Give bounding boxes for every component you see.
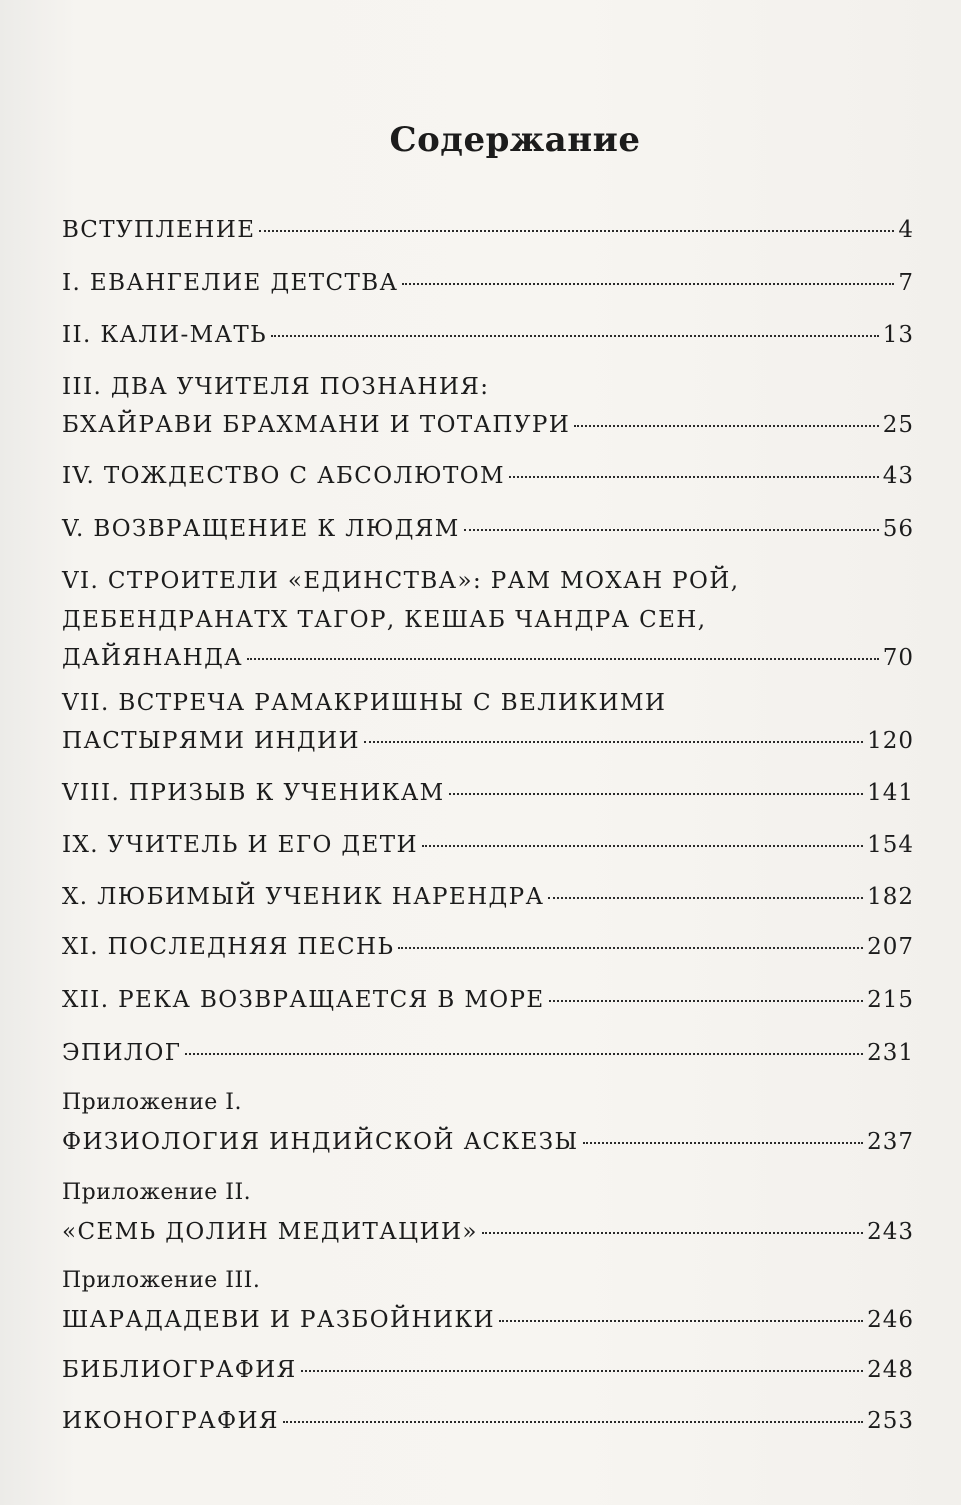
appendix-prefix: Приложение II.	[62, 1180, 252, 1205]
toc-entry	[62, 215, 914, 245]
page-number: 43	[882, 463, 914, 489]
toc-entry	[62, 688, 914, 756]
page-number: 215	[867, 987, 914, 1013]
entry-label: ЭПИЛОГ	[62, 1040, 182, 1066]
dot-leader	[364, 741, 863, 743]
dot-leader	[247, 658, 879, 660]
dot-leader	[583, 1142, 864, 1144]
entry-label: XI. ПОСЛЕДНЯЯ ПЕСНЬ	[62, 934, 395, 960]
appendix-prefix: Приложение I.	[62, 1090, 242, 1115]
entry-line: VI. СТРОИТЕЛИ «ЕДИНСТВА»: РАМ МОХАН РОЙ,	[62, 568, 740, 594]
dot-leader	[283, 1421, 863, 1423]
dot-leader	[482, 1232, 863, 1234]
page-number: 253	[867, 1408, 914, 1434]
toc-entry	[62, 461, 914, 491]
page-number: 70	[882, 645, 914, 671]
page-number: 154	[867, 832, 914, 858]
page-number: 7	[898, 270, 914, 296]
dot-leader	[185, 1053, 863, 1055]
toc-entry	[62, 1355, 914, 1385]
dot-leader	[509, 476, 879, 478]
dot-leader	[574, 425, 879, 427]
entry-label: ШАРАДАДЕВИ И РАЗБОЙНИКИ	[62, 1307, 496, 1333]
dot-leader	[499, 1320, 863, 1322]
entry-label: X. ЛЮБИМЫЙ УЧЕНИК НАРЕНДРА	[62, 884, 545, 910]
dot-leader	[402, 283, 894, 285]
page-number: 141	[867, 780, 914, 806]
toc-entry	[62, 778, 914, 808]
page-title: Содержание	[389, 120, 641, 160]
dot-leader	[464, 529, 879, 531]
toc-entry	[62, 985, 914, 1015]
entry-label: БИБЛИОГРАФИЯ	[62, 1357, 297, 1383]
dot-leader	[548, 897, 863, 899]
appendix-prefix: Приложение III.	[62, 1268, 261, 1293]
entry-line: ДЕБЕНДРАНАТХ ТАГОР, КЕШАБ ЧАНДРА СЕН,	[62, 607, 707, 633]
entry-label: ПАСТЫРЯМИ ИНДИИ	[62, 728, 360, 754]
toc-entry	[62, 1406, 914, 1436]
entry-label: «СЕМЬ ДОЛИН МЕДИТАЦИИ»	[62, 1219, 478, 1245]
entry-label: ФИЗИОЛОГИЯ ИНДИЙСКОЙ АСКЕЗЫ	[62, 1129, 579, 1155]
entry-line: III. ДВА УЧИТЕЛЯ ПОЗНАНИЯ:	[62, 374, 490, 400]
toc-entry	[62, 320, 914, 350]
dot-leader	[449, 793, 863, 795]
page-number: 243	[867, 1219, 914, 1245]
toc-entry	[62, 1038, 914, 1068]
page-number: 13	[882, 322, 914, 348]
entry-label: II. КАЛИ-МАТЬ	[62, 322, 268, 348]
toc-entry	[62, 1266, 914, 1335]
toc-entry	[62, 514, 914, 544]
dot-leader	[271, 335, 879, 337]
entry-label: V. ВОЗВРАЩЕНИЕ К ЛЮДЯМ	[62, 516, 460, 542]
entry-label: ДАЙЯНАНДА	[62, 645, 244, 671]
page-number: 182	[867, 884, 914, 910]
toc-entry	[62, 566, 914, 673]
dot-leader	[301, 1370, 863, 1372]
page-number: 56	[882, 516, 914, 542]
page-number: 237	[867, 1129, 914, 1155]
page-number: 248	[867, 1357, 914, 1383]
entry-label: IX. УЧИТЕЛЬ И ЕГО ДЕТИ	[62, 832, 418, 858]
toc-entry	[62, 830, 914, 860]
toc-entry	[62, 882, 914, 912]
entry-label: ИКОНОГРАФИЯ	[62, 1408, 279, 1434]
page-number: 120	[867, 728, 914, 754]
toc-entry	[62, 1178, 914, 1247]
entry-label: ВСТУПЛЕНИЕ	[62, 217, 256, 243]
page-number: 231	[867, 1040, 914, 1066]
dot-leader	[422, 845, 863, 847]
entry-label: I. ЕВАНГЕЛИЕ ДЕТСТВА	[62, 270, 399, 296]
page-number: 25	[882, 412, 914, 438]
page-number: 246	[867, 1307, 914, 1333]
toc-entry	[62, 372, 914, 440]
entry-label: VIII. ПРИЗЫВ К УЧЕНИКАМ	[62, 780, 445, 806]
entry-label: БХАЙРАВИ БРАХМАНИ И ТОТАПУРИ	[62, 412, 571, 438]
entry-line: VII. ВСТРЕЧА РАМАКРИШНЫ С ВЕЛИКИМИ	[62, 690, 667, 716]
toc-entry	[62, 268, 914, 298]
dot-leader	[398, 947, 863, 949]
toc-entry	[62, 1088, 914, 1157]
dot-leader	[259, 230, 894, 232]
dot-leader	[549, 1000, 863, 1002]
entry-label: XII. РЕКА ВОЗВРАЩАЕТСЯ В МОРЕ	[62, 987, 545, 1013]
page-number: 207	[867, 934, 914, 960]
entry-label: IV. ТОЖДЕСТВО С АБСОЛЮТОМ	[62, 463, 505, 489]
toc-entry	[62, 932, 914, 962]
page-number: 4	[898, 217, 914, 243]
